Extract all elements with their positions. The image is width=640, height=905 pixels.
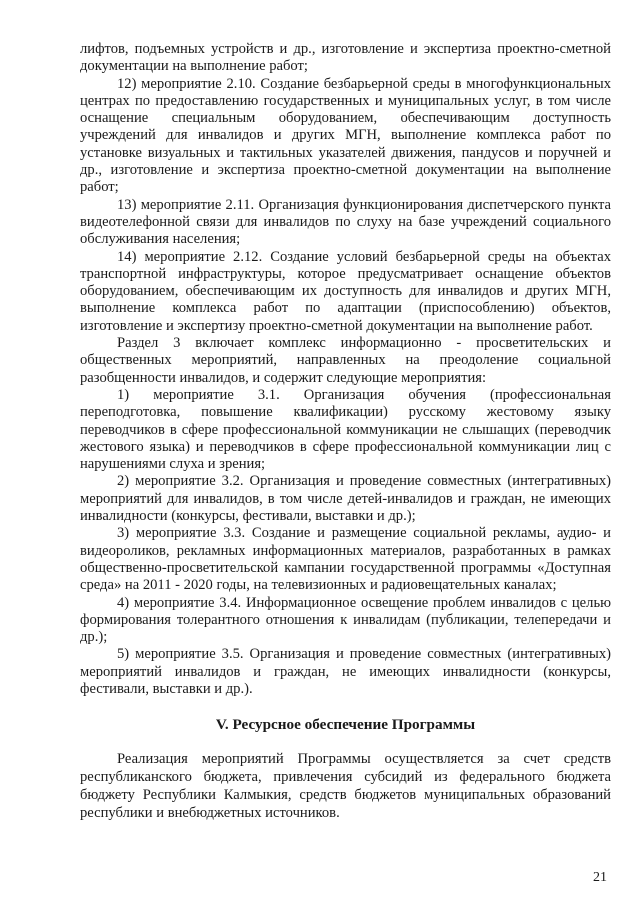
section-3-intro: Раздел 3 включает комплекс информационно - просветительских и общественных мероприятий, направленных на преодоление социальной разобщенности инвалидов, и содержит следующие мероприятия:: [80, 335, 611, 386]
list-item-3-5: 5) мероприятие 3.5. Организация и проведение совместных (интегративных) мероприятий инвалидов и граждан, не имеющих инвалидности (конкурсы, фестивали, выставки и др.).: [80, 646, 611, 697]
paragraph-continuation: лифтов, подъемных устройств и др., изготовление и экспертиза проектно-сметной документации на выполнение работ;: [80, 41, 611, 75]
page-number: 21: [593, 870, 607, 885]
list-item-3-4: 4) мероприятие 3.4. Информационное освещение проблем инвалидов с целью формирования толерантного отношения к инвалидам (публикации, телепередачи и др.);: [80, 594, 611, 646]
resource-paragraph: Реализация мероприятий Программы осуществляется за счет средств республиканского бюджета, привлечения субсидий из федерального бюджета бюджету Республики Калмыкия, средств бюджетов муниципальных образований республики и внебюджетных источников.: [80, 751, 611, 821]
page-content: [80, 41, 611, 822]
list-item-3-3: 3) мероприятие 3.3. Создание и размещение социальной рекламы, аудио- и видеороликов, рекламных информационных материалов, разработанных в рамках общественно-просветительской кампании государственной программы «Доступная среда» на 2011 - 2020 годы, на телевизионных и радиовещательных каналах;: [80, 525, 611, 594]
list-item-3-2: 2) мероприятие 3.2. Организация и проведение совместных (интегративных) мероприятий для инвалидов, в том числе детей-инвалидов и граждан, не имеющих инвалидности (конкурсы, фестивали, выставки и др.);: [80, 473, 611, 525]
section-heading: V. Ресурсное обеспечение Программы: [215, 716, 476, 734]
list-item-2-10: 12) мероприятие 2.10. Создание безбарьерной среды в многофункциональных центрах по предоставлению государственных и муниципальных услуг, в том числе оснащение специальным оборудованием, обеспечивающим доступность учреждений для инвалидов и других МГН, выполнение комплекса работ по установке визуальных и тактильных указателей движения, пандусов и поручней и др., изготовление и экспертиза проектно-сметной документации на выполнение работ;: [80, 75, 611, 196]
list-item-2-11: 13) мероприятие 2.11. Организация функционирования диспетчерского пункта видеотелефонной связи для инвалидов по слуху на базе учреждений социального обслуживания населения;: [80, 196, 611, 248]
list-item-3-1: 1) мероприятие 3.1. Организация обучения (профессиональная переподготовка, повышение квалификации) русскому жестовому языку переводчиков в сфере профессиональной коммуникации не слышащих (переводчик жестового языка) и переводчиков в сфере профессиональной коммуникации лиц с нарушениями слуха и зрения;: [80, 386, 611, 473]
list-item-2-12: 14) мероприятие 2.12. Создание условий безбарьерной среды на объектах транспортной инфраструктуры, которое предусматривает оснащение объектов оборудованием, обеспечивающим их доступность для инвалидов и других МГН, выполнение комплекса работ по адаптации (приспособлению) объектов, изготовление и экспертизу проектно-сметной документации на выполнение работ.: [80, 248, 611, 334]
